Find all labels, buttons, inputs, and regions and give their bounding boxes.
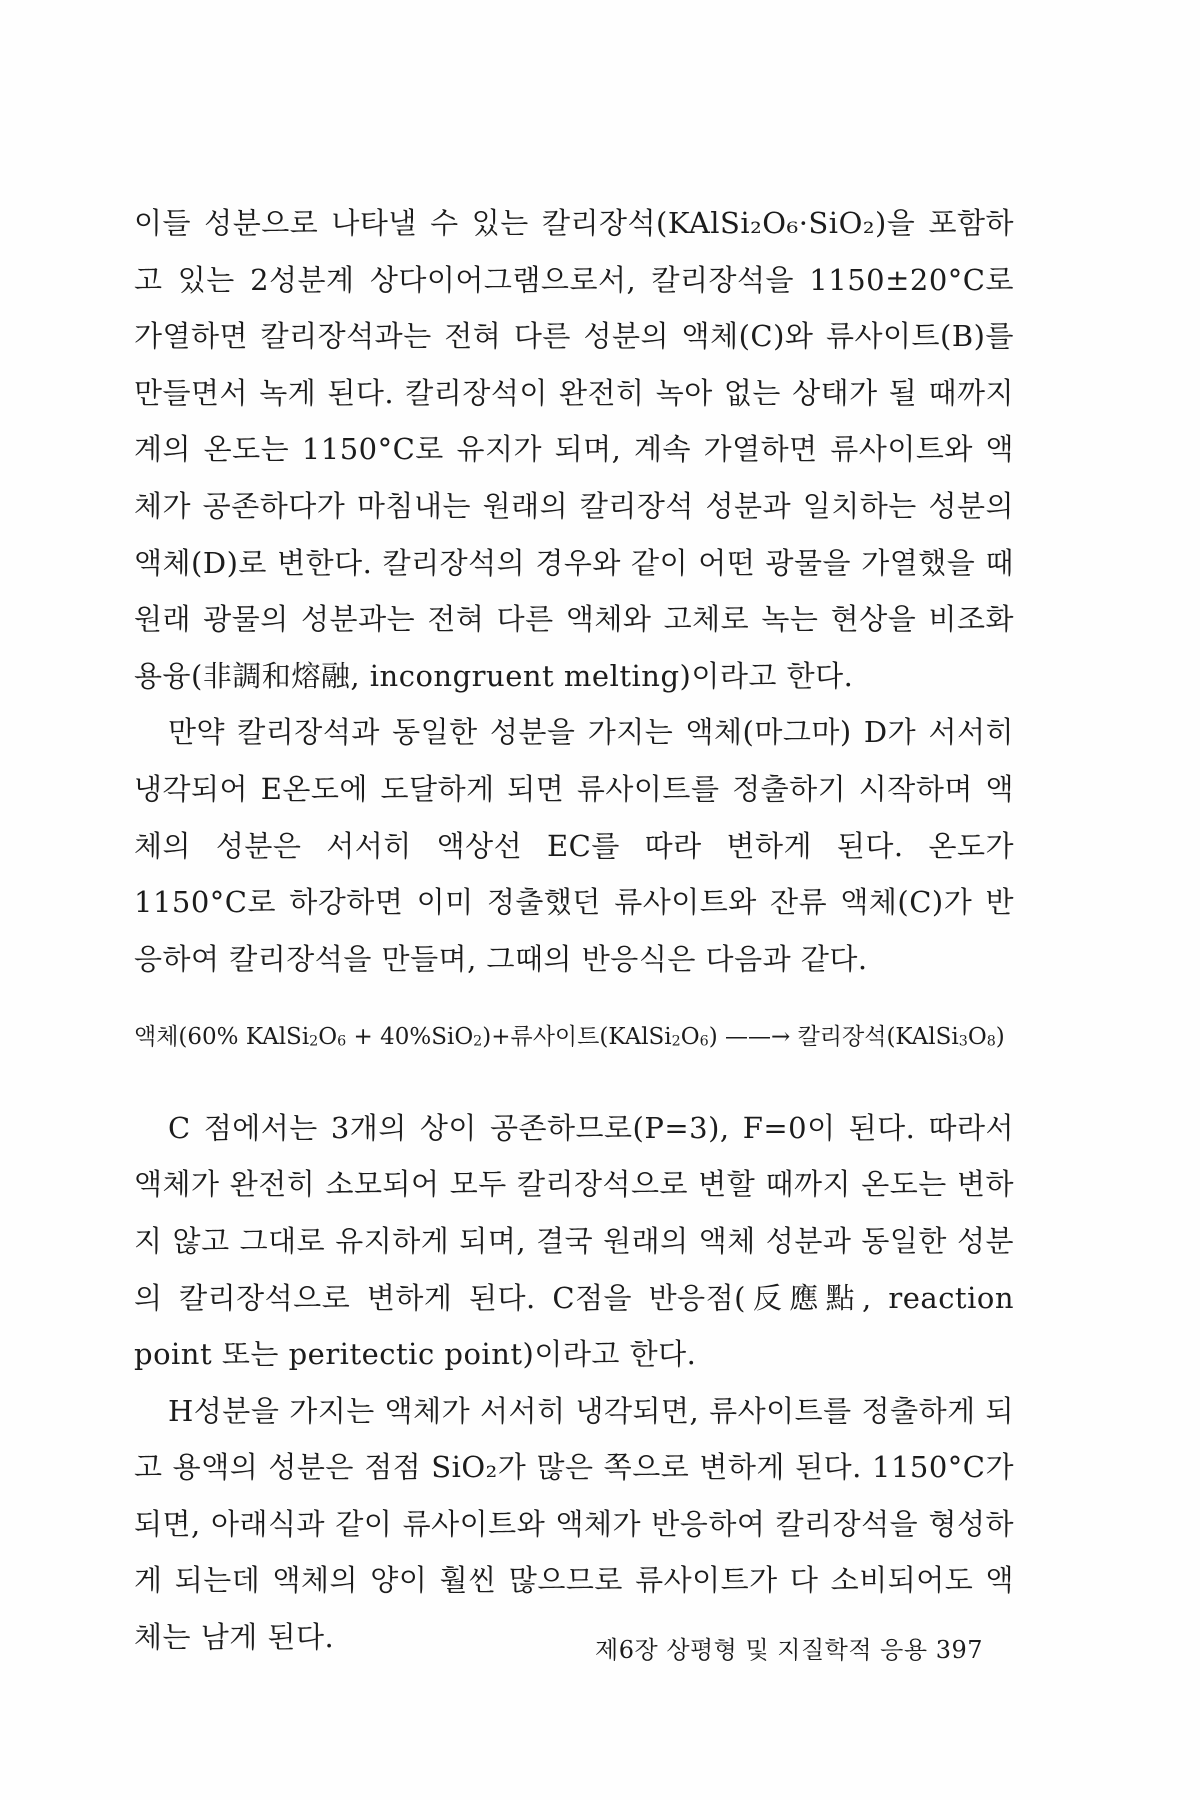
equation-leucite-part: )+류사이트(KAlSi: [482, 1024, 672, 1051]
equation-subscript: 3: [958, 1033, 968, 1050]
paragraph-incongruent-melting: 이들 성분으로 나타낼 수 있는 칼리장석(KAlSi₂O₆·SiO₂)을 포함하고 있는 2성분계 상다이어그램으로서, 칼리장석을 1150±20°C로 가열하면 칼리장석과는 전혀 다른 성분의 액체(C)와 류사이트(B)를 만들면서 녹게 된다. 칼리장석이 완전히 녹아 없는 상태가 될 때까지 계의 온도는 1150°C로 유지가 되며, 계속 가열하면 류사이트와 액체가 공존하다가 마침내는 원래의 칼리장석 성분과 일치하는 성분의 액체(D)로 변한다. 칼리장석의 경우와 같이 어떤 광물을 가열했을 때 원래 광물의 성분과는 전혀 다른 액체와 고체로 녹는 현상을 비조화용융(非調和熔融, incongruent melting)이라고 한다.: [134, 206, 1014, 693]
equation-text: ): [708, 1024, 718, 1051]
equation-text: O: [680, 1024, 700, 1051]
equation-text: O: [318, 1024, 338, 1051]
paragraph-reaction-point: C 점에서는 3개의 상이 공존하므로(P=3), F=0이 된다. 따라서 액체가 완전히 소모되어 모두 칼리장석으로 변할 때까지 온도는 변하지 않고 그대로 유지하게 되며, 결국 원래의 액체 성분과 동일한 성분의 칼리장석으로 변하게 된다. C점을 반응점(反應點, reaction point 또는 peritectic point)이라고 한다.: [134, 1110, 1014, 1372]
equation-text: ): [995, 1024, 1005, 1051]
equation-text: + 40%SiO: [346, 1024, 474, 1051]
equation-liquid-part: 액체(60% KAlSi: [134, 1024, 310, 1051]
paragraph-h-composition: H성분을 가지는 액체가 서서히 냉각되면, 류사이트를 정출하게 되고 용액의 성분은 점점 SiO₂가 많은 쪽으로 변하게 된다. 1150°C가 되면, 아래식과 같이 류사이트와 액체가 반응하여 칼리장석을 형성하게 되는데 액체의 양이 훨씬 많으므로 류사이트가 다 소비되어도 액체는 남게 된다.: [134, 1393, 1014, 1655]
page-number: 397: [935, 1636, 983, 1664]
equation-subscript: 2: [473, 1033, 483, 1050]
reaction-arrow: ——→: [717, 1024, 798, 1051]
chapter-title: 제6장 상평형 및 지질학적 응용: [595, 1636, 928, 1664]
paragraph-magma-cooling: 만약 칼리장석과 동일한 성분을 가지는 액체(마그마) D가 서서히 냉각되어 E온도에 도달하게 되면 류사이트를 정출하기 시작하며 액체의 성분은 서서히 액상선 EC를 따라 변하게 된다. 온도가 1150°C로 하강하면 이미 정출했던 류사이트와 잔류 액체(C)가 반응하여 칼리장석을 만들며, 그때의 반응식은 다음과 같다.: [134, 715, 1014, 976]
equation-subscript: 2: [671, 1033, 681, 1050]
body-text: [134, 195, 1014, 1666]
reaction-equation: [134, 1017, 1014, 1061]
equation-subscript: 6: [337, 1033, 347, 1050]
equation-subscript: 8: [986, 1033, 996, 1050]
equation-product-part: 칼리장석(KAlSi: [797, 1024, 959, 1051]
equation-subscript: 2: [309, 1033, 319, 1050]
equation-text: O: [967, 1024, 987, 1051]
equation-subscript: 6: [699, 1033, 709, 1050]
page-footer: [595, 1630, 983, 1665]
